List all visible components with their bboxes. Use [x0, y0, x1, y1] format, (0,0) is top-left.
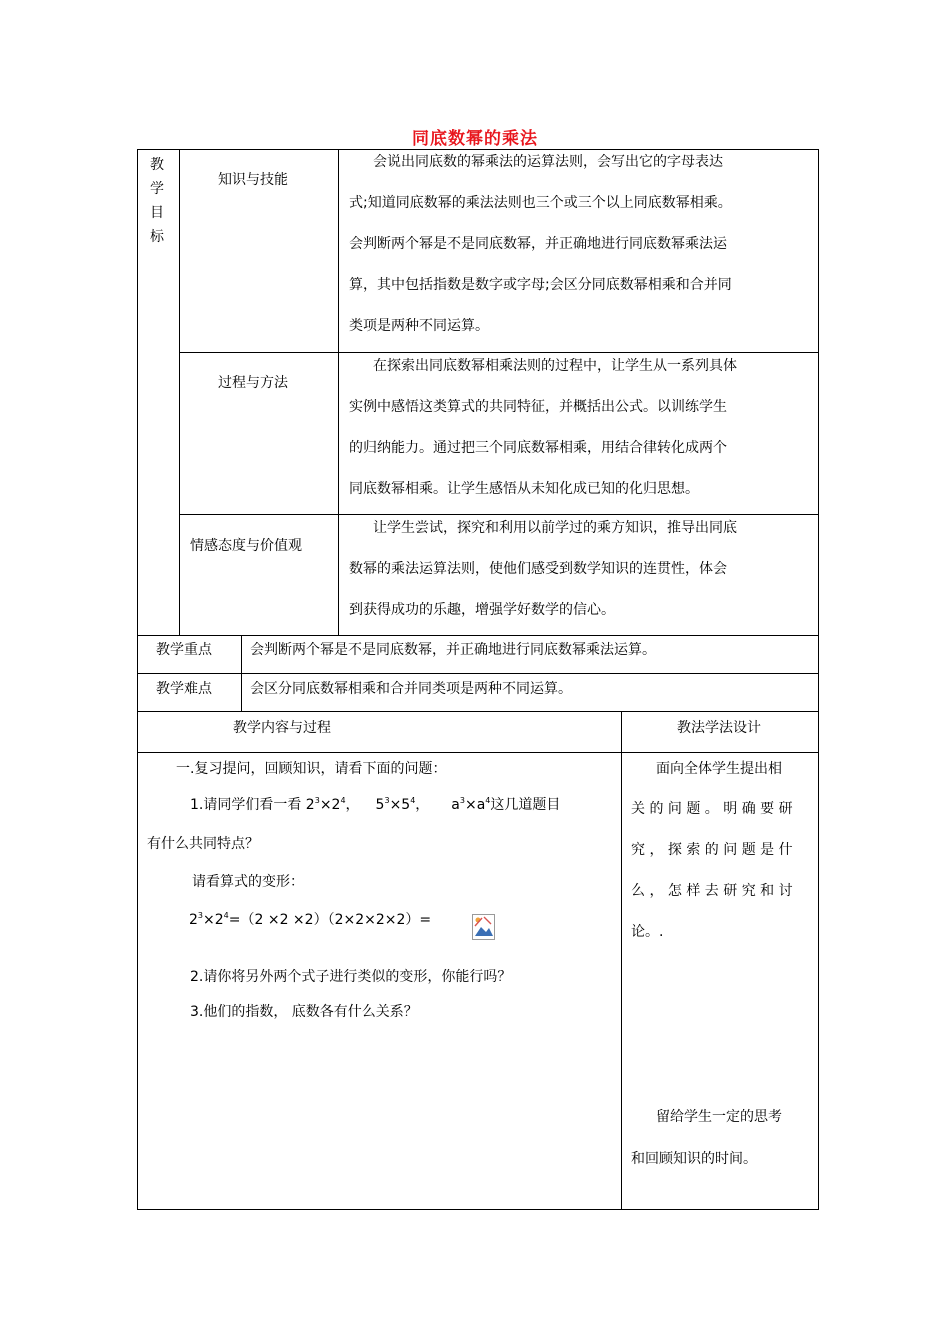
- question-1-cont: 有什么共同特点？: [147, 836, 259, 852]
- text-line: 类项是两种不同运算。: [349, 318, 489, 334]
- objectives-label-char: 标: [150, 229, 164, 245]
- review-intro: 一.复习提问，回顾知识，请看下面的问题：: [176, 761, 447, 777]
- q1-prefix: 1.请同学们看一看 2: [190, 797, 315, 813]
- text-line: 在探索出同底数幂相乘法则的过程中，让学生从一系列具体: [373, 358, 737, 374]
- question-2: 2.请你将另外两个式子进行类似的变形，你能行吗？: [190, 969, 512, 985]
- expr-term: ×2: [203, 912, 224, 928]
- method-line: 面向全体学生提出相: [656, 761, 782, 777]
- difficult-point-label: 教学难点: [156, 681, 212, 697]
- separator: ，: [345, 797, 360, 813]
- q1-suffix: 这几道题目: [490, 797, 561, 813]
- text-line: 算，其中包括指数是数字或字母;会区分同底数幂相乘和合并同: [349, 277, 732, 293]
- text-line: 数幂的乘法运算法则，使他们感受到数学知识的连贯性，体会: [349, 561, 727, 577]
- exponent: 3: [197, 911, 204, 920]
- q1-term: 5: [375, 797, 385, 813]
- q1-term: a: [451, 797, 460, 813]
- exponent: 3: [314, 796, 320, 805]
- text-line: 的归纳能力。通过把三个同底数幂相乘，用结合律转化成两个: [349, 440, 727, 456]
- category-process-method: 过程与方法: [218, 375, 288, 391]
- look-at-expression: 请看算式的变形：: [192, 874, 304, 890]
- text-line: 到获得成功的乐趣，增强学好数学的信心。: [349, 602, 615, 618]
- expr-term: 2: [189, 912, 198, 928]
- category-attitude-values: 情感态度与价值观: [190, 538, 302, 554]
- content-header: 教学内容与过程: [233, 720, 331, 736]
- method-header: 教法学法设计: [677, 720, 761, 736]
- method-line: 留给学生一定的思考: [656, 1109, 782, 1125]
- exponent: 4: [340, 796, 346, 805]
- text-line: 同底数幂相乘。让学生感悟从未知化成已知的化归思想。: [349, 481, 699, 497]
- difficult-point-text: 会区分同底数幂相乘和合并同类项是两种不同运算。: [250, 681, 572, 697]
- broken-image-icon: [472, 914, 495, 940]
- q1-term: ×5: [389, 797, 411, 813]
- question-1: [190, 795, 560, 815]
- key-point-text: 会判断两个幂是不是同底数幂，并正确地进行同底数幂乘法运算。: [250, 642, 656, 658]
- text-line: 让学生尝试，探究和利用以前学过的乘方知识，推导出同底: [373, 520, 737, 536]
- method-line: 和回顾知识的时间。: [631, 1151, 757, 1167]
- exponent: 4: [485, 796, 491, 805]
- q1-term: ×a: [464, 797, 486, 813]
- category-knowledge-skills: 知识与技能: [218, 172, 288, 188]
- objectives-label-char: 学: [150, 181, 164, 197]
- objectives-label-char: 目: [150, 205, 164, 221]
- text-line: 实例中感悟这类算式的共同特征，并概括出公式。以训练学生: [349, 399, 727, 415]
- method-line: 究 ， 探 索 的 问 题 是 什: [631, 842, 793, 858]
- separator: ，: [415, 797, 430, 813]
- text-line: 式;知道同底数幂的乘法法则也三个或三个以上同底数幂相乘。: [349, 195, 732, 211]
- expr-expansion: =（2 ×2 ×2）（2×2×2×2）=: [228, 912, 432, 928]
- method-line: 么 ， 怎 样 去 研 究 和 讨: [631, 883, 793, 899]
- objectives-label-char: 教: [150, 157, 164, 173]
- method-line: 论。.: [631, 924, 664, 940]
- expression: [189, 910, 431, 930]
- exponent: 3: [459, 796, 465, 805]
- exponent: 4: [223, 911, 229, 920]
- q1-term: ×2: [319, 797, 341, 813]
- exponent: 4: [410, 796, 416, 805]
- text-line: 会判断两个幂是不是同底数幂，并正确地进行同底数幂乘法运: [349, 236, 727, 252]
- document-title: 同底数幂的乘法: [412, 129, 538, 149]
- key-point-label: 教学重点: [156, 642, 212, 658]
- question-3: 3.他们的指数， 底数各有什么关系？: [190, 1004, 418, 1020]
- method-line: 关 的 问 题 。 明 确 要 研: [631, 801, 793, 817]
- exponent: 3: [384, 796, 390, 805]
- text-line: 会说出同底数的幂乘法的运算法则，会写出它的字母表达: [373, 154, 723, 170]
